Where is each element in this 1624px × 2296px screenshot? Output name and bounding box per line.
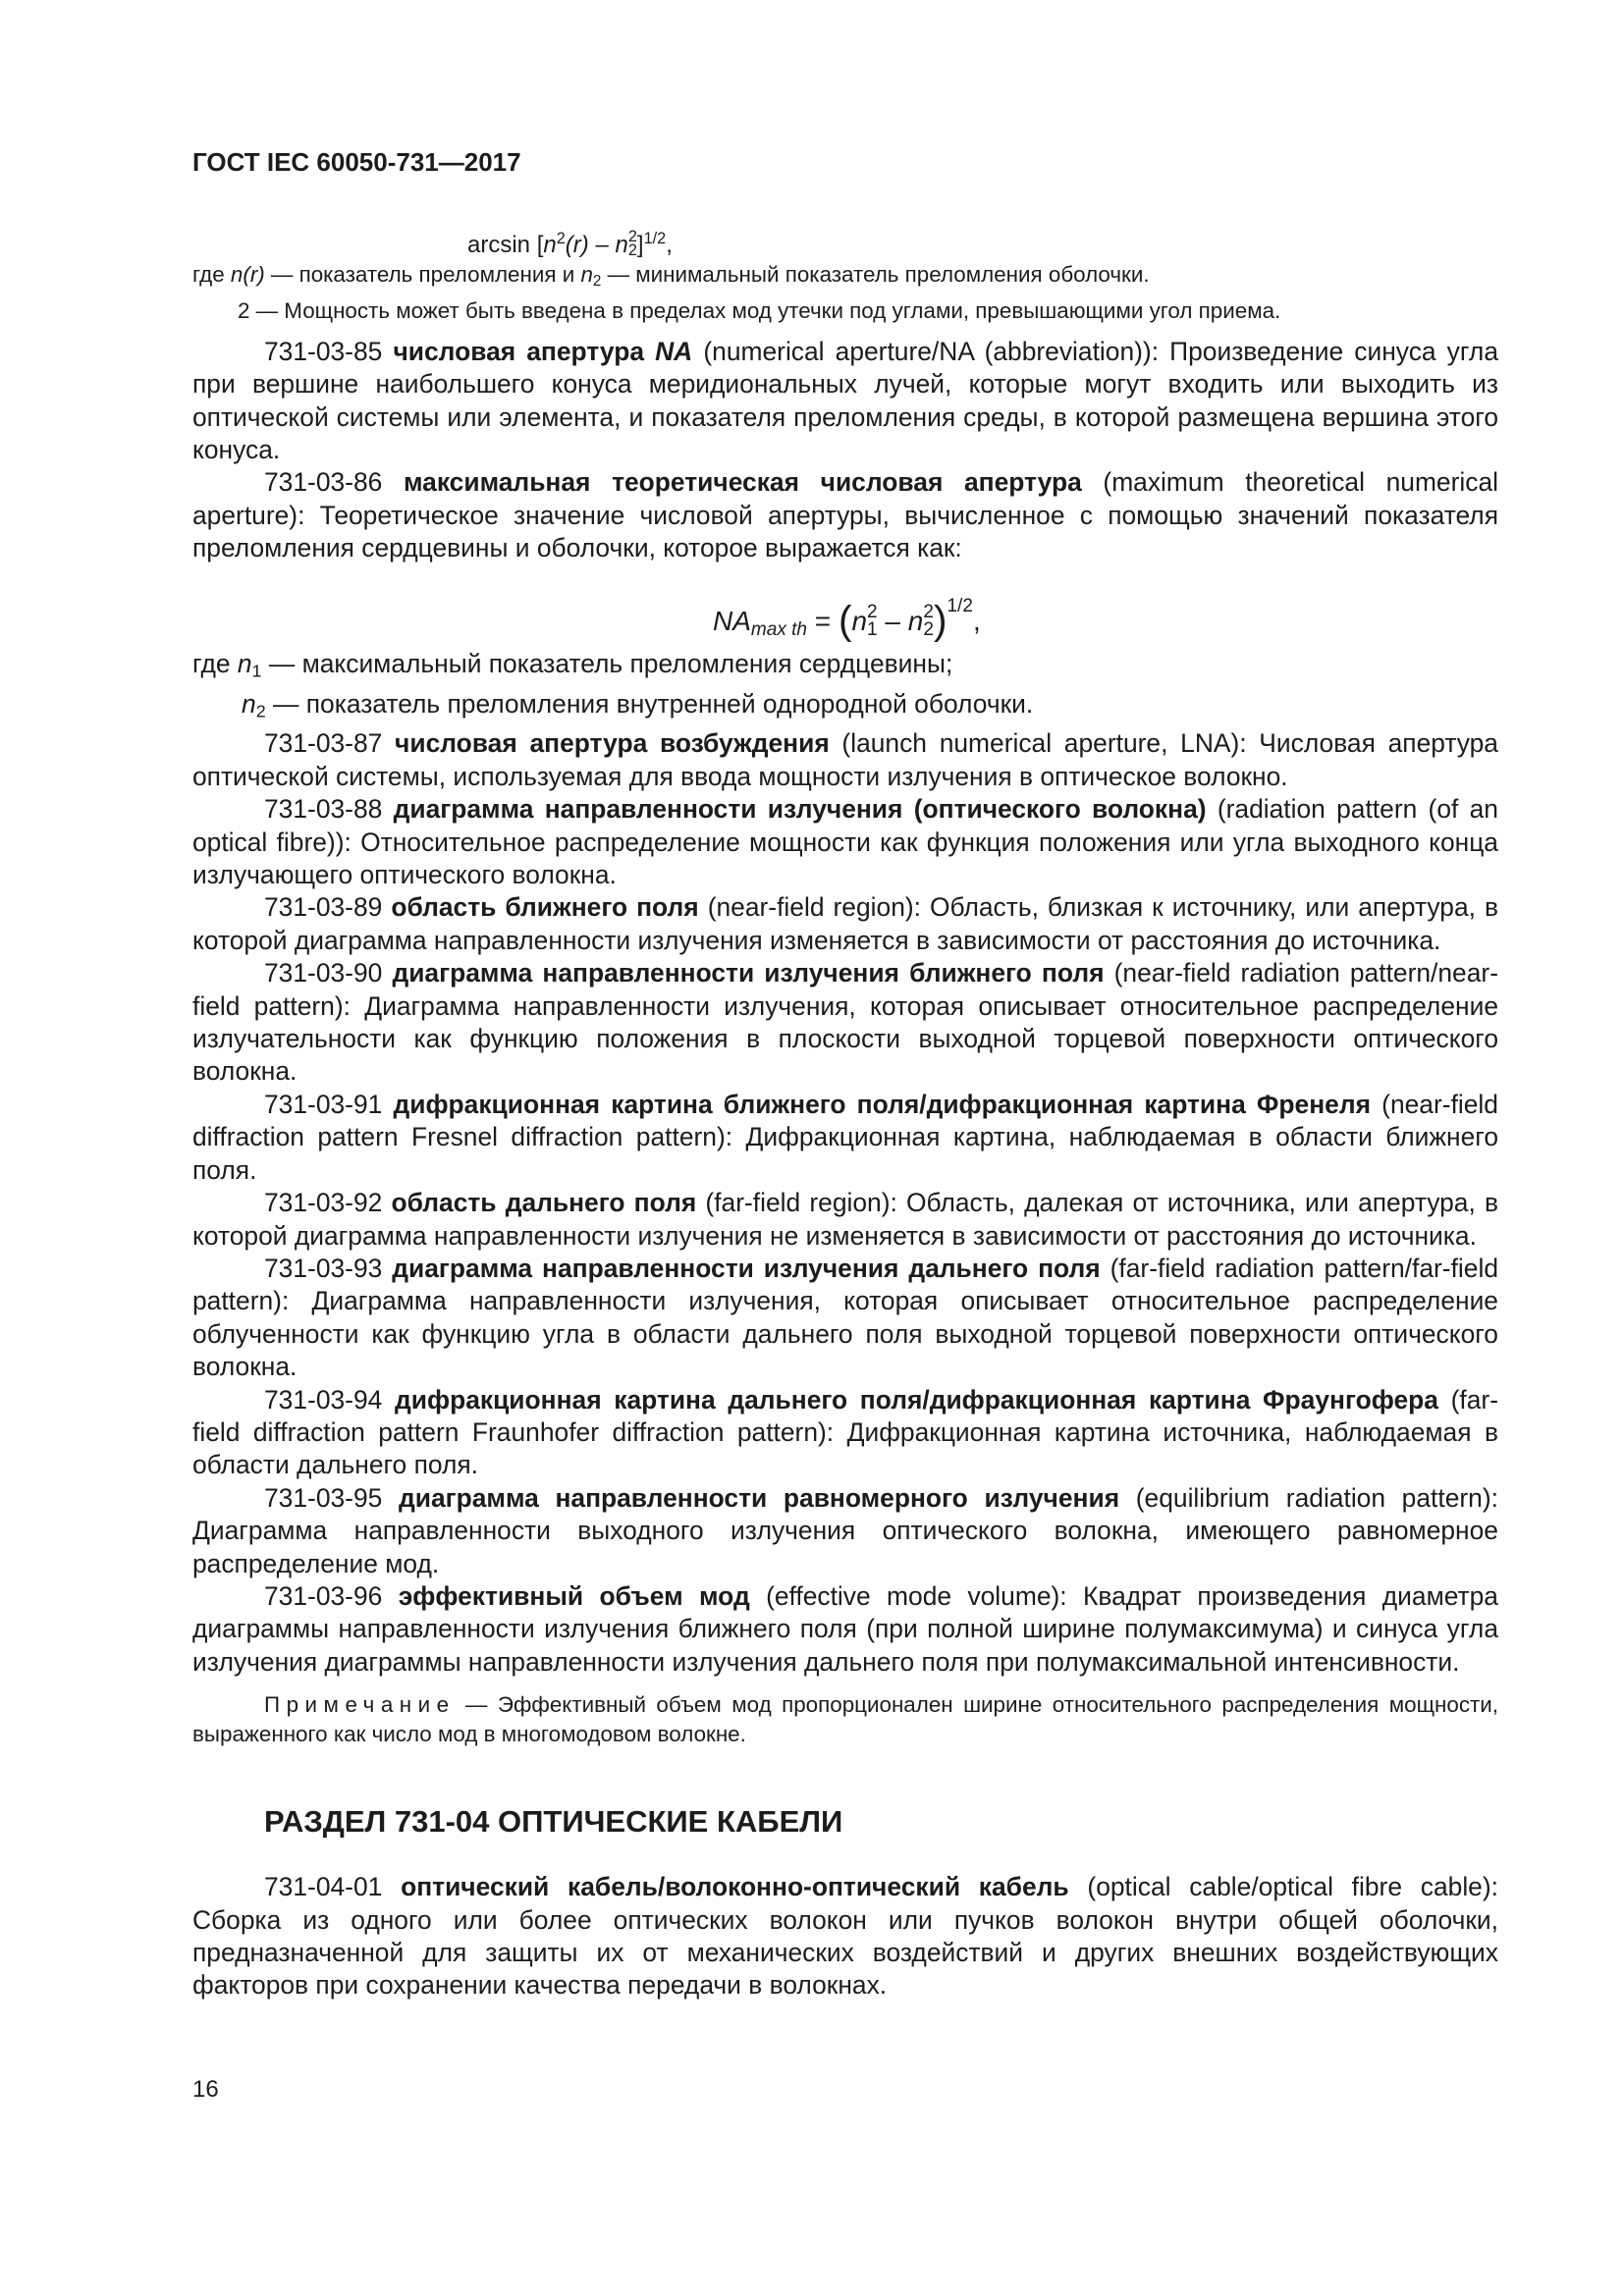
where-n1: где $n_1$ — максимальный показатель преломления сердцевины; [192,648,953,681]
entry-731-03-95: 731-03-95 диаграмма направленности равномерного излучения (equilibrium radiation pattern): Диаграмма направленности выходного излучения оптического волокна, имеющего равномерное распределение мод. [192,1482,1498,1578]
entry-731-03-90: 731-03-90 диаграмма направленности излучения ближнего поля (near-field radiation pattern/near-field pattern): Диаграмма направленности излучения, которая описывает относительное распределение излучательности как функцию положения в плоскости выходной торцевой поверхности оптического волокна. [192,958,1498,1087]
formula-arcsin: $\arcsin [n^2(r)$ – n 2 2 ]$^{1/2}$, [467,227,673,260]
page-number: 16 [192,2076,219,2103]
note-line-2: 2 — Мощность может быть введена в пределах мод утечки под углами, превышающими угол приема. [238,297,1281,323]
entry-731-03-88: 731-03-88 диаграмма направленности излучения (оптического волокна) (radiation pattern (of an optical fibre)): Относительное распределение мощности как функция положения или угла выходного конца излучающего оптического волокна. [192,794,1498,890]
formula-na-max: $NA_{max th} = (n$ 2 1 – n 2 2 )$^{1/2}$, [713,595,981,642]
entry-731-03-87: 731-03-87 числовая апертура возбуждения (launch numerical aperture, LNA): Числовая апертура оптической системы, используемая для ввода мощности излучения в оптическое волокно. [192,728,1498,791]
where-n2: $n_2$ — показатель преломления внутренней однородной оболочки. [242,688,1034,721]
entry-731-03-91: 731-03-91 дифракционная картина ближнего поля/дифракционная картина Френеля (near-field diffraction pattern Fresnel diffraction pattern): Дифракционная картина, наблюдаемая в области ближнего поля. [192,1089,1498,1185]
note-line-1: где n(r) — показатель преломления и $n_2$ — минимальный показатель преломления оболочки. [192,262,1150,290]
entry-731-03-86: 731-03-86 максимальная теоретическая числовая апертура (maximum theoretical numerical aperture): Теоретическое значение числовой апертуры, вычисленное с помощью значений показателя преломления сердцевины и оболочки, которое выражается как: [192,467,1498,563]
entry-731-03-96: 731-03-96 эффективный объем мод (effective mode volume): Квадрат произведения диаметра диаграммы направленности излучения ближнего поля (при полной ширине полумаксимума) и синуса угла излучения диаграммы направленности излучения дальнего поля при полумаксимальной интенсивности. [192,1580,1498,1677]
entry-731-03-93: 731-03-93 диаграмма направленности излучения дальнего поля (far-field radiation pattern/far-field pattern): Диаграмма направленности излучения, которая описывает относительное распределение облученности как функцию угла в области дальнего поля выходной торцевой поверхности оптического волокна. [192,1253,1498,1382]
entry-731-04-01: 731-04-01 оптический кабель/волоконно-оптический кабель (optical cable/optical fibre cable): Сборка из одного или более оптических волокон или пучков волокон внутри общей оболочки, предназначенной для защиты их от механических воздействий и других внешних воздействующих факторов при сохранении качества передачи в волокнах. [192,1872,1498,2001]
entry-731-03-85: 731-03-85 числовая апертура NA (numerical aperture/NA (abbreviation)): Произведение синуса угла при вершине наибольшего конуса меридиональных лучей, которые могут входить или выходить из оптической системы или элемента, и показателя преломления среды, в которой размещена вершина этого конуса. [192,336,1498,465]
page-content [192,147,1498,2002]
note-effective-mode-volume: Примечание — Эффективный объем мод пропорционален ширине относительного распределения мощности, выраженного как число мод в многомодовом волокне. [192,1692,1498,1747]
entry-731-03-94: 731-03-94 дифракционная картина дальнего поля/дифракционная картина Фраунгофера (far-field diffraction pattern Fraunhofer diffraction pattern): Дифракционная картина источника, наблюдаемая в области дальнего поля. [192,1384,1498,1480]
document-header: ГОСТ IEC 60050-731—2017 [192,147,521,177]
entry-731-03-89: 731-03-89 область ближнего поля (near-field region): Область, близкая к источнику, или апертура, в которой диаграмма направленности излучения изменяется в зависимости от расстояния до источника. [192,892,1498,955]
entry-731-03-92: 731-03-92 область дальнего поля (far-field region): Область, далекая от источника, или апертура, в которой диаграмма направленности излучения не изменяется в зависимости от расстояния до источника. [192,1188,1498,1251]
section-title: РАЗДЕЛ 731-04 ОПТИЧЕСКИЕ КАБЕЛИ [264,1804,843,1840]
